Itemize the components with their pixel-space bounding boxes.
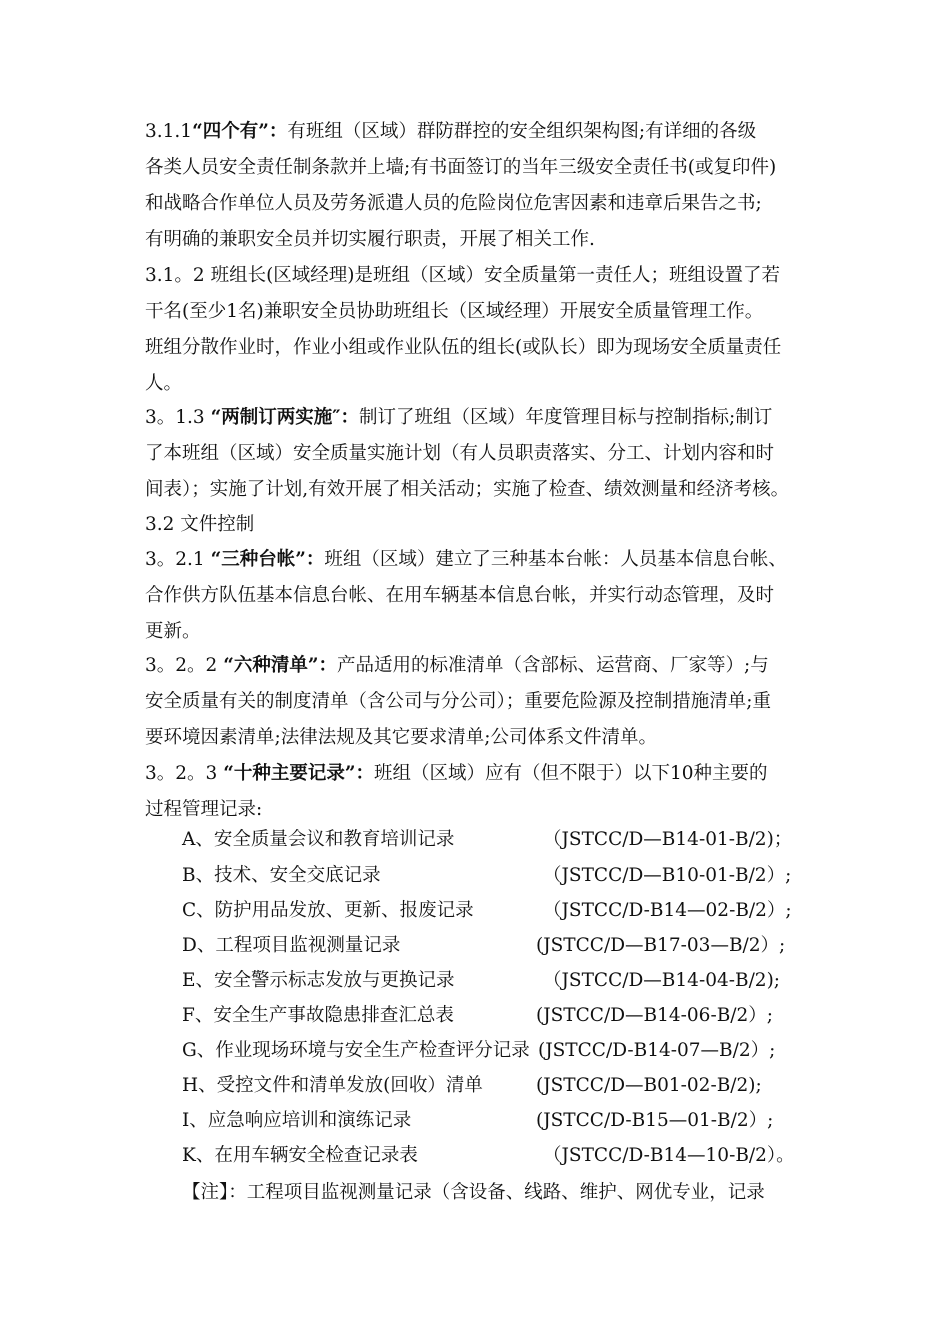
section-number: 3。2。2 [145,655,224,676]
section-heading: “六种清单”： [223,655,337,676]
para-3-1-2-line-4: 人。 [145,373,183,394]
record-item: I、应急响应培训和演练记录 [182,1110,412,1131]
para-3-2-2-line-1 [145,648,815,683]
body-text: 产品适用的标准清单（含部标、运营商、厂家等）;与 [337,655,769,676]
note-text: 【注】：工程项目监视测量记录（含设备、线路、维护、网优专业，记录 [182,1182,765,1203]
para-3-1-2-line-1: 3.1。2 班组长(区域经理)是班组（区域）安全质量第一责任人；班组设置了若 [145,265,781,286]
body-text: 制订了班组（区域）年度管理目标与控制指标;制订 [359,407,773,428]
para-3-1-3-line-3: 间表）；实施了计划,有效开展了相关活动；实施了检查、绩效测量和经济考核。 [145,479,790,500]
section-heading: “两制订两实施″： [210,407,359,428]
section-heading: “十种主要记录”： [223,763,374,784]
para-3-2-3-line-2: 过程管理记录: [145,799,263,820]
record-item: D、工程项目监视测量记录 [182,935,401,956]
section-number: 3。2。3 [145,763,224,784]
record-code: (JSTCC/D—B14-06-B/2）; [536,1005,774,1026]
record-code: (JSTCC/D—B17-03—B/2）; [536,935,786,956]
record-code: （JSTCC/D—B10-01-B/2）; [543,865,792,886]
para-3-1-1-line-3: 和战略合作单位人员及劳务派遣人员的危险岗位危害因素和违章后果告之书; [145,193,762,214]
section-number: 3。2.1 [145,549,211,570]
record-item: A、安全质量会议和教育培训记录 [182,829,455,850]
record-item: F、安全生产事故隐患排查汇总表 [182,1005,454,1026]
para-3-2-2-line-2: 安全质量有关的制度清单（含公司与分公司）；重要危险源及控制措施清单;重 [145,691,771,712]
section-number: 3。1.3 [145,407,211,428]
record-item: H、受控文件和清单发放(回收）清单 [182,1075,483,1096]
record-item: B、技术、安全交底记录 [182,865,381,886]
para-3-1-3-line-2: 了本班组（区域）安全质量实施计划（有人员职责落实、分工、计划内容和时 [145,443,775,464]
record-item: K、在用车辆安全检查记录表 [182,1145,418,1166]
record-code: (JSTCC/D—B01-02-B/2); [536,1075,762,1096]
para-3-1-2-line-2: 干名(至少1名)兼职安全员协助班组长（区域经理）开展安全质量管理工作。 [145,301,764,322]
record-code: （JSTCC/D-B14—10-B/2）。 [543,1145,795,1166]
para-3-2-1-line-3: 更新。 [145,621,201,642]
record-item: C、防护用品发放、更新、报废记录 [182,900,474,921]
para-3-2-1-line-2: 合作供方队伍基本信息台帐、在用车辆基本信息台帐，并实行动态管理，及时 [145,585,775,606]
para-3-1-1-line-2: 各类人员安全责任制条款并上墙;有书面签订的当年三级安全责任书(或复印件) [145,157,777,178]
section-heading: “三种台帐”： [210,549,325,570]
record-code: (JSTCC/D-B14-07—B/2）; [538,1040,776,1061]
para-3-1-2-line-3: 班组分散作业时，作业小组或作业队伍的组长(或队长）即为现场安全质量责任 [145,337,782,358]
para-3-2-2-line-3: 要环境因素清单;法律法规及其它要求清单;公司体系文件清单。 [145,727,657,748]
body-text: 班组（区域）建立了三种基本台帐：人员基本信息台帐、 [324,549,787,570]
record-code: （JSTCC/D-B14—02-B/2）; [543,900,792,921]
record-code: （JSTCC/D—B14-04-B/2); [543,970,781,991]
section-heading: “四个有”： [192,121,288,142]
para-3-1-1-line-4: 有明确的兼职安全员并切实履行职责，开展了相关工作. [145,229,595,250]
record-code: (JSTCC/D-B15—01-B/2）; [536,1110,774,1131]
para-3-1-1-line-1 [145,114,815,149]
para-3-2-3-line-1 [145,756,815,791]
body-text: 有班组（区域）群防群控的安全组织架构图;有详细的各级 [287,121,757,142]
section-number: 3.1.1 [145,121,193,142]
record-item: E、安全警示标志发放与更换记录 [182,970,455,991]
section-3-2-heading: 3.2 文件控制 [145,514,255,535]
record-code: （JSTCC/D—B14-01-B/2)； [543,829,793,850]
para-3-2-1-line-1 [145,542,815,577]
para-3-1-3-line-1 [145,400,815,435]
body-text: 班组（区域）应有（但不限于）以下10种主要的 [374,763,768,784]
record-item: G、作业现场环境与安全生产检查评分记录 [182,1040,530,1061]
